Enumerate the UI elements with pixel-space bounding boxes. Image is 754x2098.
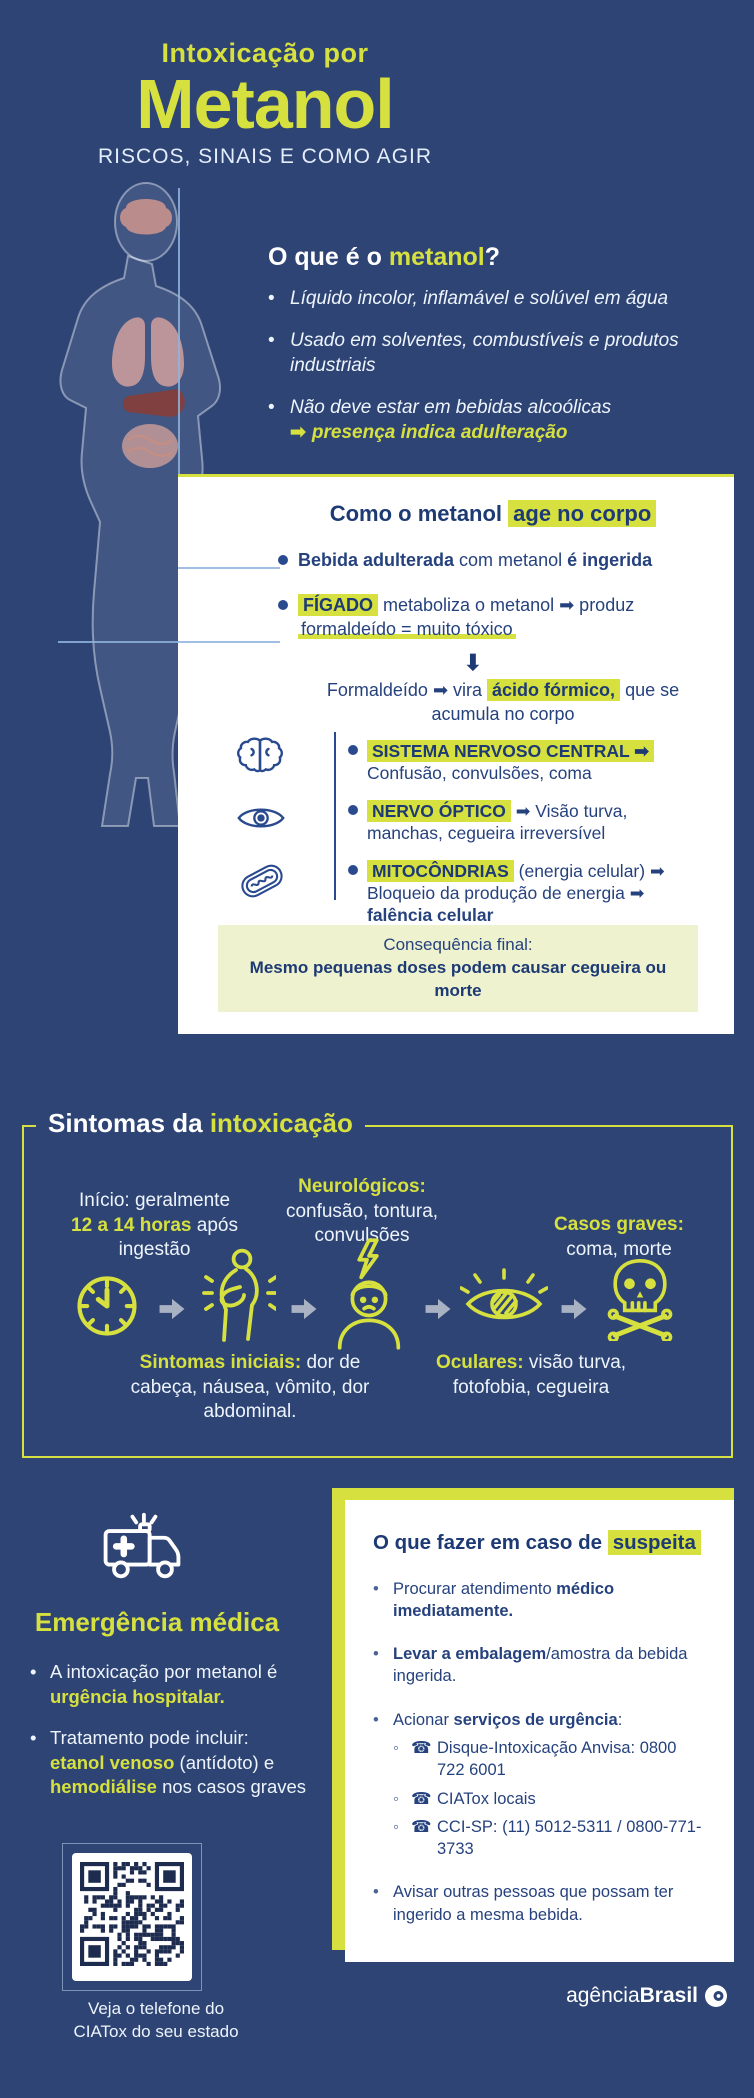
- arrow-right-icon: [156, 1295, 188, 1323]
- symptoms-onset: Início: geralmente 12 a 14 horas após ingestão: [71, 1190, 238, 1261]
- section-heading: O que é o metanol?: [268, 243, 500, 271]
- arrow-down-icon: ➡: [461, 652, 486, 672]
- brain-icon: [236, 736, 284, 776]
- bullet-marker: •: [268, 330, 275, 352]
- brain-organ: [120, 199, 172, 235]
- card-how-methanol-acts: [178, 474, 734, 1034]
- organ-row-cns: SISTEMA NERVOSO CENTRAL ➡ Confusão, convulsões, coma: [348, 740, 708, 785]
- bullet-text: Não deve estar em bebidas alcoólicas ➡ presença indica adulteração: [290, 397, 612, 444]
- bullet-dot: [348, 865, 358, 875]
- sub-bullet-marker: ◦: [393, 1738, 399, 1757]
- symptoms-ocular: Oculares: visão turva, fotofobia, cegueira: [435, 1352, 627, 1398]
- section-symptoms: [22, 1108, 733, 1458]
- step-ingestion: Bebida adulterada com metanol é ingerida: [278, 549, 708, 572]
- card-heading: Como o metanol age no corpo: [278, 501, 708, 527]
- bullet-text: Usado em solventes, combustíveis e produtos industriais: [290, 330, 679, 377]
- phone-text: CCI-SP: (11) 5012-5311 / 0800-771-3733: [437, 1817, 702, 1859]
- phone-icon: ☎: [411, 1789, 432, 1808]
- ambulance-icon: [96, 1512, 188, 1598]
- sub-bullet-marker: ◦: [393, 1817, 399, 1836]
- title-kicker: Intoxicação por: [161, 38, 369, 68]
- symptoms-initial: Sintomas iniciais: dor de cabeça, náusea, vômito, dor abdominal.: [130, 1352, 370, 1423]
- phone-list: [393, 1737, 708, 1860]
- page-title: Metanol: [136, 65, 394, 143]
- bullet-marker: •: [373, 1579, 379, 1598]
- qr-code-frame: [62, 1843, 202, 1991]
- bullet-marker: •: [373, 1710, 379, 1729]
- list-item: [268, 395, 738, 445]
- mitochondria-icon: [236, 860, 288, 902]
- connector-line-liver: [58, 641, 280, 643]
- neurologic-person-icon: [326, 1235, 412, 1351]
- brand-circle-icon: [704, 1984, 728, 2008]
- connector-line-drink: [178, 567, 280, 569]
- qr-caption: Veja o telefone do CIATox do seu estado: [73, 1999, 239, 2041]
- header: [50, 38, 480, 169]
- emergency-list: [30, 1660, 330, 1817]
- card-what-to-do: [345, 1500, 734, 1962]
- connector-vertical-line: [178, 188, 180, 474]
- skull-crossbones-icon: [598, 1257, 682, 1341]
- page-subtitle: RISCOS, SINAIS E COMO AGIR: [97, 145, 433, 168]
- symptoms-heading: Sintomas da intoxicação: [36, 1108, 365, 1139]
- qr-code: [72, 1853, 192, 1981]
- sub-bullet-marker: ◦: [393, 1789, 399, 1808]
- bullet-marker: •: [30, 1661, 37, 1682]
- agencia-brasil-logo: [566, 1984, 728, 2008]
- eye-icon: [236, 802, 286, 834]
- list-item: • A intoxicação por metanol é urgência hospitalar.: [30, 1660, 330, 1709]
- organ-row-mitochondria: MITOCÔNDRIAS (energia celular) ➡ Bloqueio da produção de energia ➡ falência celular: [348, 860, 708, 927]
- step-liver: FÍGADO metaboliza o metanol ➡ produz formaldeído = muito tóxico: [278, 594, 708, 641]
- arrow-right-icon: [288, 1295, 320, 1323]
- card-heading: O que fazer em caso de suspeita: [373, 1530, 708, 1557]
- step-formic-acid: Formaldeído ➡ vira ácido fórmico, que se acumula no corpo: [326, 680, 680, 724]
- arrow-right-icon: ➡: [290, 422, 306, 444]
- list-item: • Procurar atendimento médico imediatamente.: [373, 1578, 708, 1623]
- bullet-dot: [348, 745, 358, 755]
- bullet-marker: •: [268, 288, 275, 309]
- final-text: Mesmo pequenas doses podem causar cegueira ou morte: [249, 958, 667, 1001]
- bullet-dot: [278, 555, 288, 565]
- brand-bold: Brasil: [639, 1984, 698, 2007]
- bullet-marker: •: [373, 1883, 379, 1902]
- list-item: • Acionar serviços de urgência: ◦ ☎ Disque-Intoxicação Anvisa: 0800 722 6001 ◦ ☎ CIATox locais ◦ ☎ CCI-SP: (11) 5012-5311 / 0800-771-3733: [373, 1709, 708, 1861]
- bullet-dot: [348, 805, 358, 815]
- phone-text: Disque-Intoxicação Anvisa: 0800 722 6001: [437, 1738, 677, 1780]
- clock-icon: [74, 1273, 140, 1339]
- list-item: [268, 286, 738, 311]
- phone-item: [393, 1788, 708, 1810]
- final-consequence-box: [218, 925, 698, 1012]
- list-item: • Avisar outras pessoas que possam ter ingerido a mesma bebida.: [373, 1881, 708, 1926]
- bullet-marker: •: [268, 397, 275, 419]
- list-item: • Levar a embalagem/amostra da bebida ingerida.: [373, 1643, 708, 1688]
- organs-connector-line: [334, 732, 336, 900]
- phone-icon: ☎: [411, 1817, 432, 1836]
- symptoms-neurologic: Neurológicos: confusão, tontura, convulsões: [285, 1176, 439, 1247]
- phone-item: [393, 1737, 708, 1782]
- phone-text: CIATox locais: [437, 1789, 536, 1808]
- emergency-heading: Emergência médica: [34, 1607, 280, 1637]
- intestines-organ: [122, 424, 178, 468]
- list-item: [268, 328, 738, 378]
- bullet-marker: •: [373, 1645, 379, 1664]
- affected-organs: [278, 740, 708, 927]
- phone-item: [393, 1816, 708, 1861]
- organ-row-optic-nerve: NERVO ÓPTICO ➡ Visão turva, manchas, cegueira irreversível: [348, 800, 708, 845]
- arrow-right-icon: [558, 1295, 590, 1323]
- phone-icon: ☎: [411, 1738, 432, 1757]
- bullet-marker: •: [30, 1727, 37, 1749]
- bullet-dot: [278, 600, 288, 610]
- brand-light: agência: [566, 1984, 640, 2007]
- final-label: Consequência final:: [383, 935, 533, 955]
- symptoms-severe: Casos graves: coma, morte: [554, 1214, 684, 1260]
- section-what-is-methanol: [268, 243, 738, 462]
- blurred-eye-icon: [460, 1267, 548, 1331]
- list-item: • Tratamento pode incluir: etanol venoso (antídoto) e hemodiálise nos casos graves: [30, 1726, 330, 1800]
- bullet-text: Líquido incolor, inflamável e solúvel em água: [290, 288, 669, 309]
- arrow-right-icon: [422, 1295, 454, 1323]
- nausea-person-icon: [196, 1245, 276, 1349]
